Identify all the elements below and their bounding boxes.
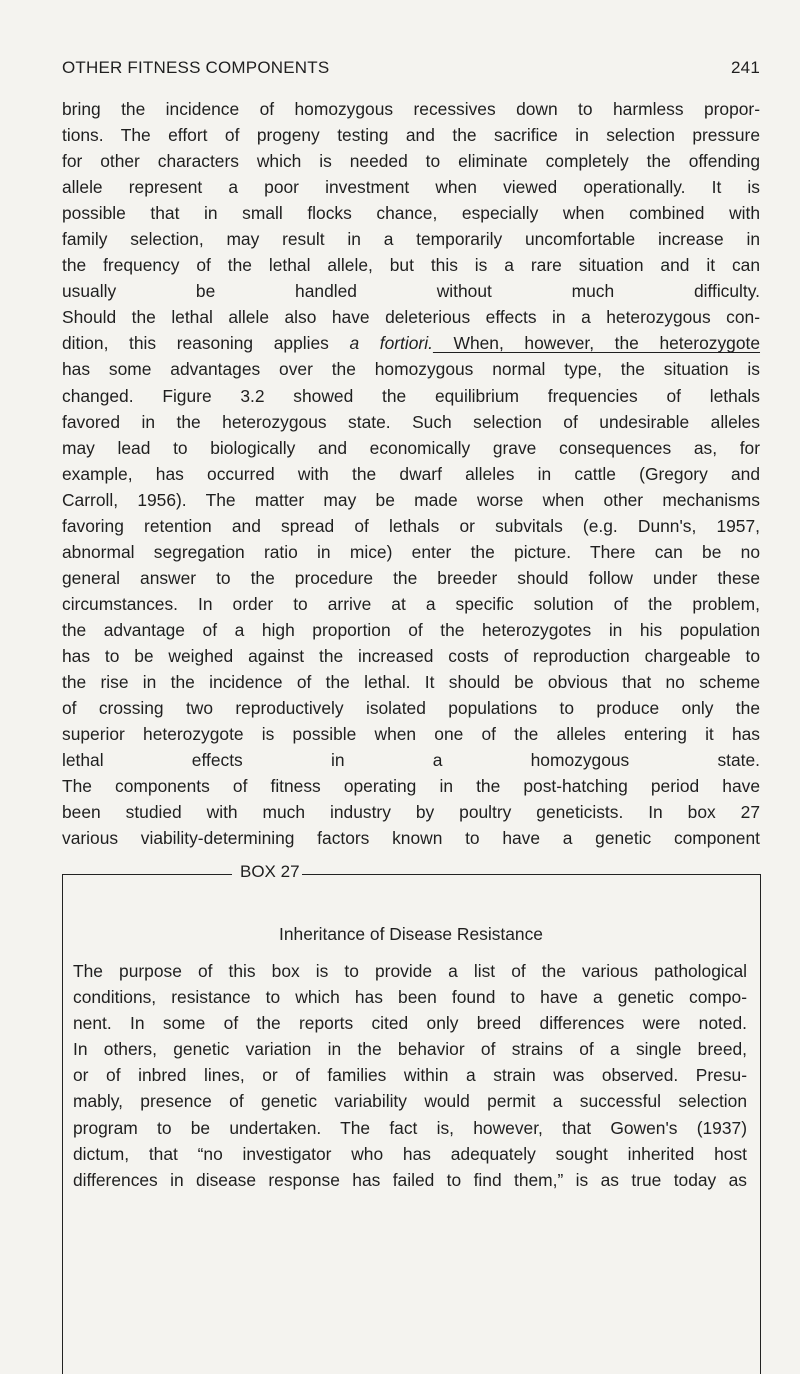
text-line: changed. Figure 3.2 showed the equilibrium frequencies of lethals — [62, 385, 760, 406]
box-text-line: In others, genetic variation in the behavior of strains of a single breed, — [73, 1039, 747, 1060]
text-line: for other characters which is needed to eliminate completely the offending — [62, 151, 760, 172]
text-line: bring the incidence of homozygous recessives down to harmless propor- — [62, 99, 760, 119]
text-line: may lead to biologically and economically grave consequences as, for — [62, 437, 760, 458]
underlined-fragment: When, however, the heterozygote — [432, 333, 761, 354]
text-line: example, has occurred with the dwarf alleles in cattle (Gregory and — [62, 463, 760, 484]
box-title: Inheritance of Disease Resistance — [279, 924, 543, 944]
box-top-rule-right — [302, 874, 760, 875]
paragraph-3 — [62, 773, 760, 851]
text-line: family selection, may result in a temporarily uncomfortable increase in — [62, 229, 760, 250]
italic-phrase: a fortiori. — [349, 333, 433, 354]
text-line: usually be handled without much difficulty. — [62, 281, 760, 302]
text-line: has to be weighed against the increased costs of reproduction chargeable to — [62, 645, 760, 666]
text-line: lethal effects in a homozygous state. — [62, 750, 760, 771]
text-line: abnormal segregation ratio in mice) enter the picture. There can be no — [62, 541, 760, 562]
paragraph-2 — [62, 304, 760, 773]
box-label: BOX 27 — [240, 862, 300, 881]
text-line: the frequency of the lethal allele, but this is a rare situation and it can — [62, 255, 760, 276]
body-text — [62, 96, 760, 851]
paragraph-1 — [62, 96, 760, 304]
box-text-line: dictum, that “no investigator who has adequately sought inherited host — [73, 1143, 747, 1164]
text-line: favoring retention and spread of lethals or subvitals (e.g. Dunn's, 1957, — [62, 515, 760, 536]
page-header — [62, 58, 760, 78]
text-line: favored in the heterozygous state. Such selection of undesirable alleles — [62, 411, 760, 432]
text-line: the rise in the incidence of the lethal. It should be obvious that no scheme — [62, 672, 760, 693]
text-line: Should the lethal allele also have deleterious effects in a heterozygous con- — [62, 307, 760, 328]
page-number: 241 — [731, 58, 760, 77]
box-text-line: differences in disease response has failed to find them,” is as true today as — [73, 1169, 747, 1190]
text-line: of crossing two reproductively isolated populations to produce only the — [62, 698, 760, 719]
text-line: tions. The effort of progeny testing and the sacrifice in selection pressure — [62, 125, 760, 146]
text-line-mixed — [62, 330, 760, 356]
text-line: has some advantages over the homozygous normal type, the situation is — [62, 359, 760, 380]
box-text-line: conditions, resistance to which has been found to have a genetic compo- — [73, 987, 747, 1008]
box-text-line: nent. In some of the reports cited only breed differences were noted. — [73, 1013, 747, 1034]
text-line: the advantage of a high proportion of the heterozygotes in his population — [62, 619, 760, 640]
running-title: OTHER FITNESS COMPONENTS — [62, 58, 330, 77]
box-text-line: program to be undertaken. The fact is, however, that Gowen's (1937) — [73, 1117, 747, 1138]
text-line: allele represent a poor investment when viewed operationally. It is — [62, 177, 760, 198]
box-top-rule-left — [62, 874, 232, 875]
text-line: circumstances. In order to arrive at a specific solution of the problem, — [62, 593, 760, 614]
text-line: superior heterozygote is possible when one of the alleles entering it has — [62, 724, 760, 745]
box-text-line: mably, presence of genetic variability would permit a successful selection — [73, 1091, 747, 1112]
text-line: general answer to the procedure the breeder should follow under these — [62, 567, 760, 588]
text-fragment: dition, this reasoning applies — [62, 333, 350, 354]
text-line: various viability-determining factors known to have a genetic component — [62, 828, 760, 849]
text-line: been studied with much industry by poultry geneticists. In box 27 — [62, 802, 760, 823]
box-text — [73, 958, 747, 1193]
box-text-line: or of inbred lines, or of families within a strain was observed. Presu- — [73, 1065, 747, 1086]
box-text-line: The purpose of this box is to provide a list of the various pathological — [73, 961, 747, 981]
text-line: The components of fitness operating in the post-hatching period have — [62, 776, 760, 797]
text-line: possible that in small flocks chance, especially when combined with — [62, 203, 760, 224]
text-line: Carroll, 1956). The matter may be made worse when other mechanisms — [62, 489, 760, 510]
